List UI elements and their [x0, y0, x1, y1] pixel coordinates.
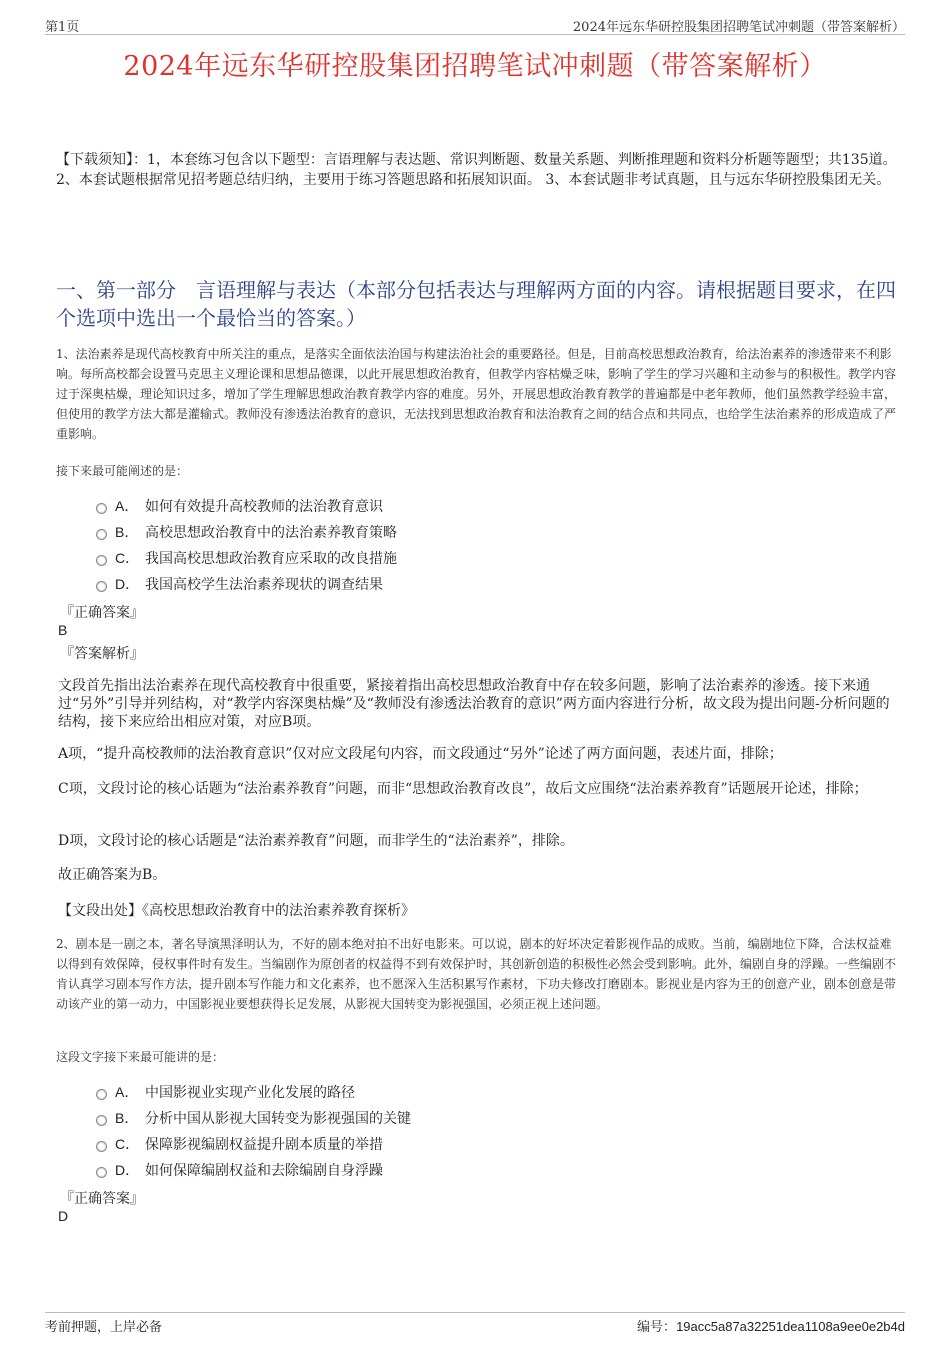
q2-option-a[interactable]: A． 中国影视业实现产业化发展的路径 — [96, 1082, 355, 1102]
section-title: 一、第一部分 言语理解与表达（本部分包括表达与理解两方面的内容。请根据题目要求，在四个选项中选出一个最恰当的答案。） — [56, 278, 896, 330]
q2-prompt: 这段文字接下来最可能讲的是： — [56, 1050, 225, 1064]
q1-option-d[interactable]: D． 我国高校学生法治素养现状的调查结果 — [96, 574, 383, 594]
q1-passage: 1、法治素养是现代高校教育中所关注的重点，是落实全面依法治国与构建法治社会的重要路径。但是，目前高校思想政治教育，给法治素养的渗透带来不利影响。每所高校都会设置马克思主义理论课和思想品德课，以此开展思想政治教育，但教学内容枯燥乏味，影响了学生的学习兴趣和主动参与的积极性。教学内容过于深奥枯燥，理论知识过多，增加了学生理解思想政治教育教学内容的难度。另外，开展思想政治教育教学的普遍都是中老年教师，他们虽然教学经验丰富，但使用的教学方法大都是灌输式。教师没有渗透法治教育的意识，无法找到思想政治教育和法治教育之间的结合点和共同点，也给学生法治素养的形成造成了严重影响。 — [56, 347, 897, 441]
q1-option-a[interactable]: A． 如何有效提升高校教师的法治教育意识 — [96, 496, 383, 516]
q1-option-c[interactable]: C． 我国高校思想政治教育应采取的改良措施 — [96, 548, 397, 568]
radio-icon[interactable] — [96, 581, 107, 592]
q1-analysis-label: 『答案解析』 — [60, 646, 144, 662]
q1-analysis-c: C项，文段讨论的核心话题为“法治素养教育”问题，而非“思想政治教育改良”，故后文应围绕“法治素养教育”话题展开论述，排除； — [58, 781, 868, 797]
q2-option-b[interactable]: B． 分析中国从影视大国转变为影视强国的关键 — [96, 1108, 411, 1128]
page-header — [45, 14, 905, 35]
q1-option-b[interactable]: B． 高校思想政治教育中的法治素养教育策略 — [96, 522, 397, 542]
page-title: 2024年远东华研控股集团招聘笔试冲刺题（带答案解析） — [123, 51, 827, 82]
footer-slogan: 考前押题，上岸必备 — [45, 1320, 163, 1335]
q1-analysis-text: 文段首先指出法治素养在现代高校教育中很重要，紧接着指出高校思想政治教育中存在较多问题，影响了法治素养的渗透。接下来通过“另外”引导并列结构，对“教学内容深奥枯燥”及“教师没有渗透法治教育的意识”两方面内容进行分析，故文段为提出问题-分析问题的结构，接下来应给出相应对策，对应B项。 — [58, 678, 890, 730]
radio-icon[interactable] — [96, 1167, 107, 1178]
q1-analysis-d: D项，文段讨论的核心话题是“法治素养教育”问题，而非学生的“法治素养”，排除。 — [58, 833, 574, 849]
header-doc-title: 2024年远东华研控股集团招聘笔试冲刺题（带答案解析） — [572, 20, 905, 35]
q2-answer: D — [58, 1208, 69, 1224]
radio-icon[interactable] — [96, 529, 107, 540]
q1-prompt: 接下来最可能阐述的是： — [56, 464, 189, 478]
q2-answer-label: 『正确答案』 — [60, 1191, 144, 1207]
q2-option-d[interactable]: D． 如何保障编剧权益和去除编剧自身浮躁 — [96, 1160, 383, 1180]
radio-icon[interactable] — [96, 1141, 107, 1152]
page-footer — [45, 1312, 905, 1343]
page-number: 第1页 — [45, 20, 80, 35]
q1-answer-label: 『正确答案』 — [60, 605, 144, 621]
download-notice: 【下载须知】：1，本套练习包含以下题型：言语理解与表达题、常识判断题、数量关系题、判断推理题和资料分析题等题型；共135道。 2、本套试题根据常见招考题总结归纳，主要用于练习答题思路和拓展知识面。 3、本套试题非考试真题，且与远东华研控股集团无关。 — [56, 152, 897, 188]
radio-icon[interactable] — [96, 503, 107, 514]
radio-icon[interactable] — [96, 1115, 107, 1126]
q1-analysis-a: A项，“提升高校教师的法治教育意识”仅对应文段尾句内容，而文段通过“另外”论述了两方面问题，表述片面，排除； — [58, 746, 783, 762]
radio-icon[interactable] — [96, 1089, 107, 1100]
q1-source: 【文段出处】《高校思想政治教育中的法治素养教育探析》 — [58, 903, 415, 919]
footer-code: 编号：19acc5a87a32251dea1108a9ee0e2b4d — [637, 1319, 905, 1335]
q1-answer: B — [58, 622, 68, 638]
q1-conclusion: 故正确答案为B。 — [58, 867, 167, 883]
q2-passage: 2、剧本是一剧之本，著名导演黑泽明认为，不好的剧本绝对拍不出好电影来。可以说，剧本的好坏决定着影视作品的成败。当前，编剧地位下降，合法权益难以得到有效保障，侵权事件时有发生。当编剧作为原创者的权益得不到有效保护时，其创新创造的积极性必然会受到影响。此外，编剧自身的浮躁。一些编剧不肯认真学习剧本写作方法，提升剧本写作能力和文化素养，也不愿深入生活积累写作素材，下功夫修改打磨剧本。影视业是内容为王的创意产业，剧本创意是带动该产业的第一动力，中国影视业要想获得长足发展，从影视大国转变为影视强国，必须正视上述问题。 — [56, 937, 897, 1011]
q2-option-c[interactable]: C． 保障影视编剧权益提升剧本质量的举措 — [96, 1134, 383, 1154]
radio-icon[interactable] — [96, 555, 107, 566]
